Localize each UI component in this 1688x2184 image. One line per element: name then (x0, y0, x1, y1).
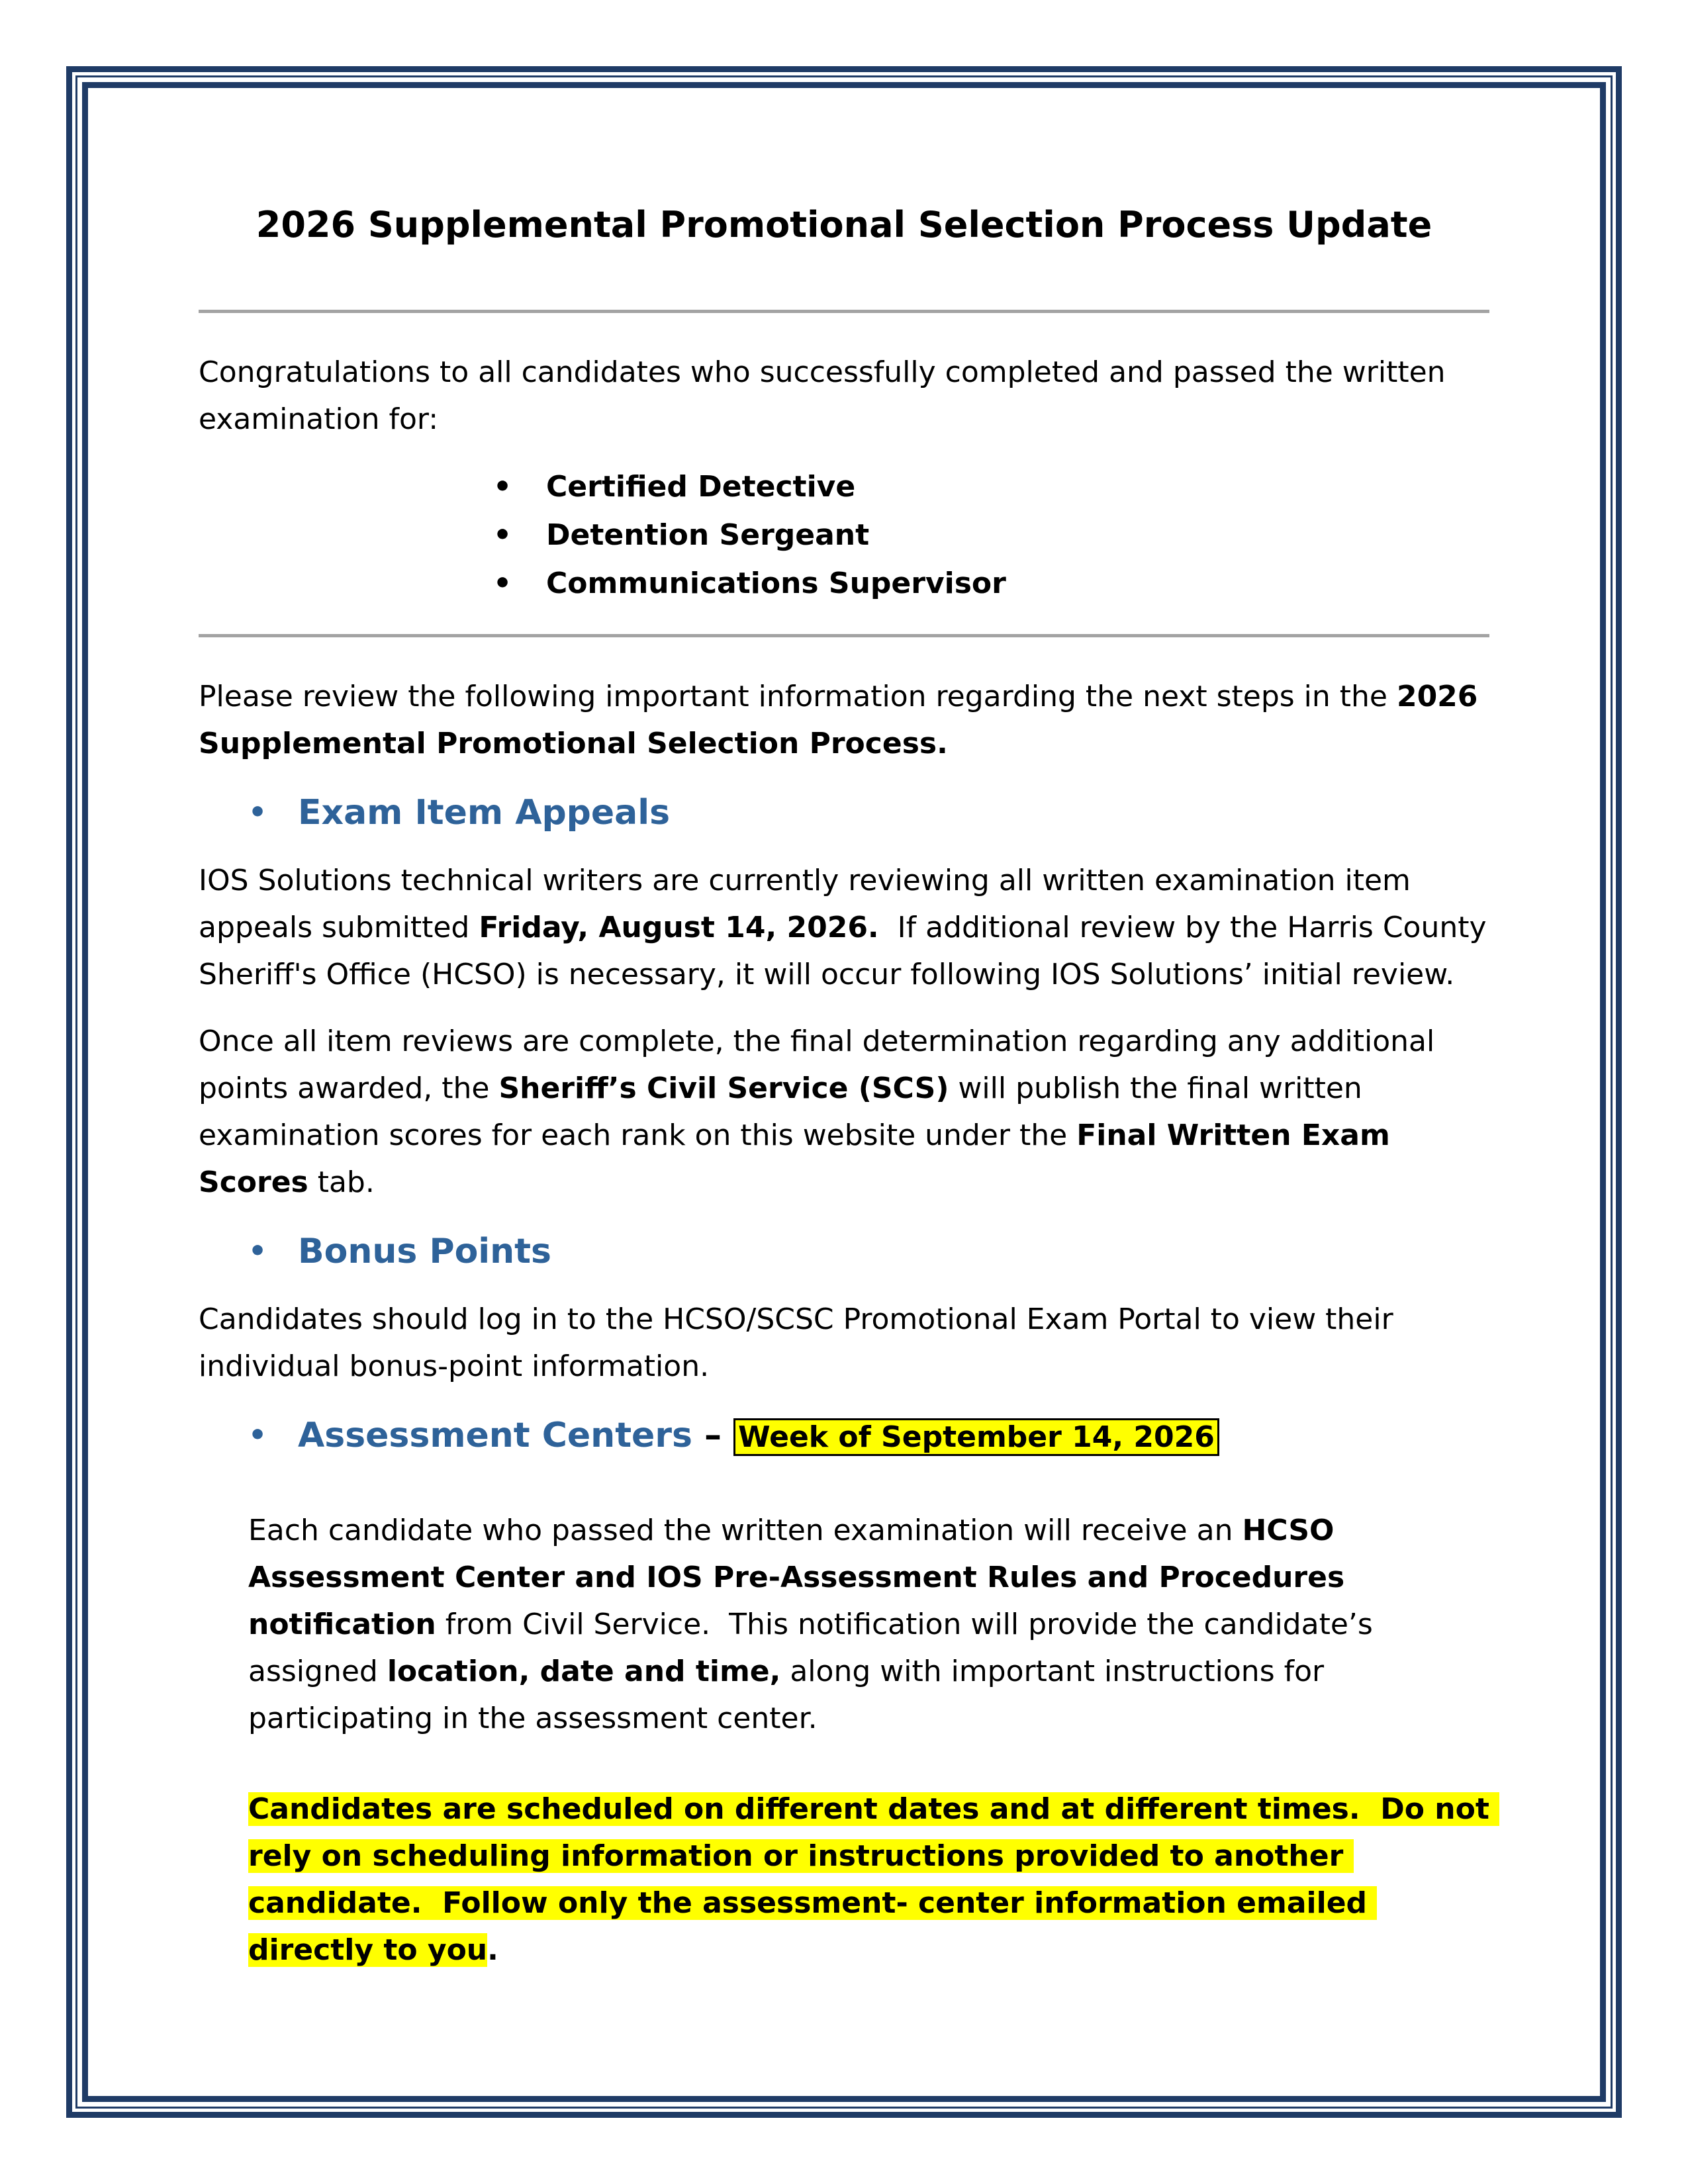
intro-paragraph: Congratulations to all candidates who successfully completed and passed the written examination for: (199, 355, 1446, 436)
document-body (199, 192, 1500, 1974)
assessment-paragraph: Each candidate who passed the written examination will receive an HCSO Assessment Center and IOS Pre-Assessment Rules and Procedures notification from Civil Service. This notification will provide the candidate’s assigned location, date and time, along with important instructions for participating in the assessment center. (248, 1514, 1382, 1735)
bullet-icon: • (248, 1234, 267, 1268)
appeals-paragraph-1: IOS Solutions technical writers are currently reviewing all written examination item appeals submitted Friday, August 14, 2026. If additional review by the Harris County Sheriff's Office (HCSO) is necessary, it will occur following IOS Solutions’ initial review. (199, 864, 1496, 991)
bullet-icon: • (493, 518, 512, 552)
bullet-icon: • (493, 567, 512, 600)
bullet-icon: • (493, 470, 512, 504)
bonus-paragraph: Candidates should log in to the HCSO/SCSC Promotional Exam Portal to view their individual bonus-point information. (199, 1302, 1393, 1383)
bullet-icon: • (248, 796, 267, 829)
section-heading-appeals: • Exam Item Appeals (199, 787, 1489, 839)
review-paragraph: Please review the following important information regarding the next steps in the 2026 Supplemental Promotional Selection Process. (199, 680, 1478, 760)
assessment-warning: Candidates are scheduled on different dates and at different times. Do not rely on scheduling information or instructions provided to another candidate. Follow only the assessment- center information emailed directly to you. (248, 1792, 1500, 1967)
document-title: 2026 Supplemental Promotional Selection Process Update (256, 204, 1432, 246)
rank-list (199, 463, 1489, 608)
assessment-date-highlight: Week of September 14, 2026 (733, 1418, 1219, 1456)
section-heading-bonus: • Bonus Points (199, 1226, 1489, 1277)
bullet-icon: • (248, 1418, 267, 1452)
appeals-paragraph-2: Once all item reviews are complete, the final determination regarding any additional points awarded, the Sheriff’s Civil Service (SCS) will publish the final written examination scores for each rank on this website under the Final Written Exam Scores tab. (199, 1024, 1435, 1199)
rank-item: • Communications Supervisor (199, 559, 1489, 608)
rank-item: • Detention Sergeant (199, 511, 1489, 559)
section-heading-assessment: • Assessment Centers – Week of September 14, 2026 (199, 1410, 1489, 1463)
rank-item: • Certified Detective (199, 463, 1489, 511)
